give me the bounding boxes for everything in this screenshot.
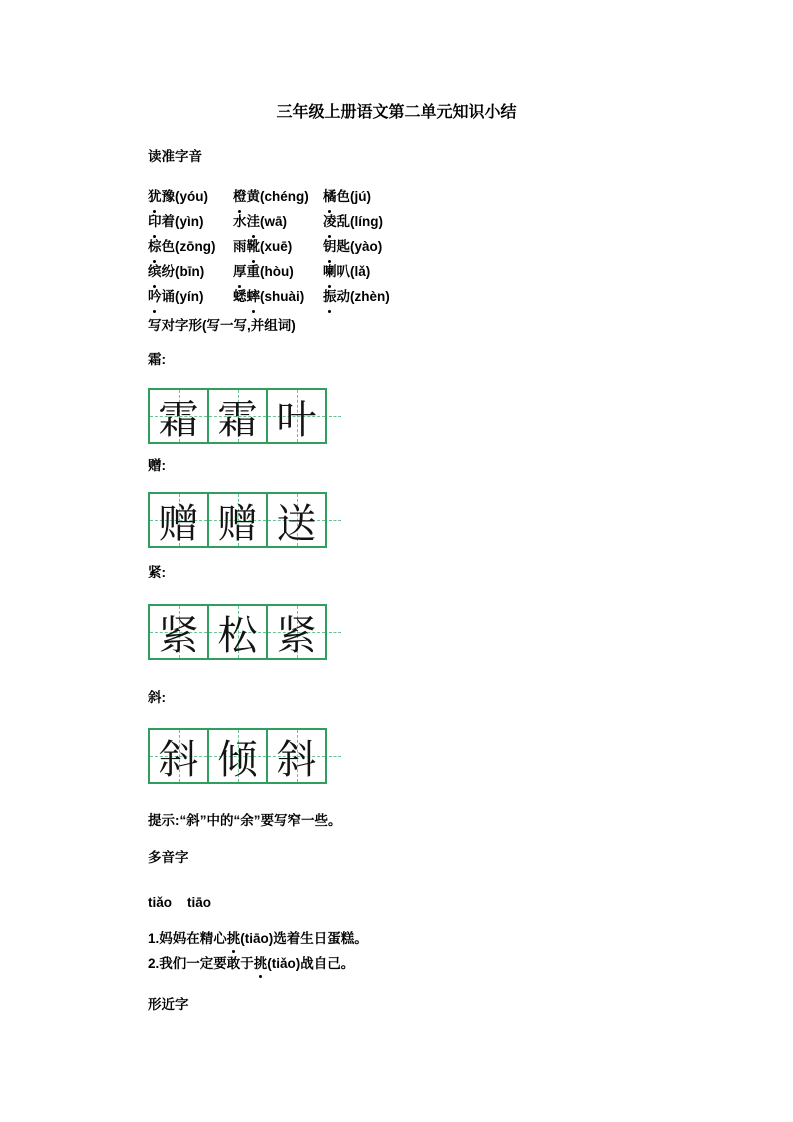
tianzige-grid bbox=[148, 728, 327, 784]
grid-dash-tail bbox=[329, 756, 341, 757]
word-entry: 蟋蟀(shuài) bbox=[233, 284, 323, 309]
grid-cell: 斜 bbox=[150, 730, 209, 782]
word-entry: 喇叭(lǎ) bbox=[323, 259, 370, 284]
grid-cell: 霜 bbox=[209, 390, 268, 442]
tianzige-grid bbox=[148, 388, 327, 444]
word-entry: 棕色(zōng) bbox=[148, 234, 233, 259]
grid-label-jin: 紧: bbox=[148, 565, 166, 580]
emphasized-char: 靴 bbox=[247, 234, 261, 259]
pinyin-pair: tiǎo tiāo bbox=[148, 895, 212, 910]
emphasized-char: 洼 bbox=[247, 209, 261, 234]
grid-cell: 霜 bbox=[150, 390, 209, 442]
tianzige-grid bbox=[148, 492, 327, 548]
example-sentence: 2.我们一定要敢于挑(tiǎo)战自己。 bbox=[148, 954, 668, 974]
example-sentence: 1.妈妈在精心挑(tiāo)选着生日蛋糕。 bbox=[148, 929, 668, 949]
word-row bbox=[148, 184, 668, 209]
section-heading-polyphonic: 多音字 bbox=[148, 850, 189, 865]
grid-cell: 倾 bbox=[209, 730, 268, 782]
grid-dash-tail bbox=[329, 416, 341, 417]
word-entry: 缤纷(bīn) bbox=[148, 259, 233, 284]
emphasized-char: 蟀 bbox=[247, 284, 261, 309]
writing-hint: 提示:“斜”中的“余”要写窄一些。 bbox=[148, 813, 342, 828]
grid-label-zeng: 赠: bbox=[148, 458, 166, 473]
grid-cell: 赠 bbox=[150, 494, 209, 546]
section-heading-writing: 写对字形(写一写,并组词) bbox=[148, 318, 296, 333]
word-entry: 振动(zhèn) bbox=[323, 284, 390, 309]
emphasized-char: 振 bbox=[323, 284, 337, 309]
word-entry: 犹豫(yóu) bbox=[148, 184, 233, 209]
word-entry: 凌乱(líng) bbox=[323, 209, 383, 234]
word-row bbox=[148, 209, 668, 234]
word-entry: 橘色(jú) bbox=[323, 184, 371, 209]
grid-cell: 斜 bbox=[268, 730, 325, 782]
emphasized-char: 印 bbox=[148, 209, 162, 234]
grid-cell: 送 bbox=[268, 494, 325, 546]
char-grid-xie bbox=[148, 728, 668, 784]
emphasized-char: 橘 bbox=[323, 184, 337, 209]
emphasized-char: 挑 bbox=[227, 929, 241, 949]
emphasized-char: 犹 bbox=[148, 184, 162, 209]
grid-dash-tail bbox=[329, 632, 341, 633]
word-entry: 厚重(hòu) bbox=[233, 259, 323, 284]
grid-cell: 叶 bbox=[268, 390, 325, 442]
word-entry: 钥匙(yào) bbox=[323, 234, 382, 259]
emphasized-char: 厚 bbox=[233, 259, 247, 284]
emphasized-char: 喇 bbox=[323, 259, 337, 284]
word-entry: 吟诵(yín) bbox=[148, 284, 233, 309]
emphasized-char: 吟 bbox=[148, 284, 162, 309]
grid-cell: 紧 bbox=[150, 606, 209, 658]
page-title: 三年级上册语文第二单元知识小结 bbox=[276, 104, 517, 121]
char-grid-zeng bbox=[148, 492, 668, 548]
word-entry: 水洼(wā) bbox=[233, 209, 323, 234]
emphasized-char: 挑 bbox=[254, 954, 268, 974]
grid-cell: 松 bbox=[209, 606, 268, 658]
document-content bbox=[148, 146, 668, 1014]
word-entry: 印着(yìn) bbox=[148, 209, 233, 234]
char-grid-jin bbox=[148, 604, 668, 660]
grid-label-xie: 斜: bbox=[148, 690, 166, 705]
emphasized-char: 棕 bbox=[148, 234, 162, 259]
grid-cell: 赠 bbox=[209, 494, 268, 546]
tianzige-grid bbox=[148, 604, 327, 660]
word-entry: 雨靴(xuē) bbox=[233, 234, 323, 259]
word-entry: 橙黄(chéng) bbox=[233, 184, 323, 209]
section-heading-pronunciation: 读准字音 bbox=[148, 149, 202, 164]
char-grid-shuang bbox=[148, 388, 668, 444]
section-heading-similar-chars: 形近字 bbox=[148, 997, 189, 1012]
emphasized-char: 凌 bbox=[323, 209, 337, 234]
word-row bbox=[148, 284, 668, 309]
pronunciation-word-list bbox=[148, 184, 668, 309]
emphasized-char: 橙 bbox=[233, 184, 247, 209]
grid-label-shuang: 霜: bbox=[148, 352, 166, 367]
word-row bbox=[148, 234, 668, 259]
word-row bbox=[148, 259, 668, 284]
grid-cell: 紧 bbox=[268, 606, 325, 658]
emphasized-char: 缤 bbox=[148, 259, 162, 284]
grid-dash-tail bbox=[329, 520, 341, 521]
emphasized-char: 钥 bbox=[323, 234, 337, 259]
